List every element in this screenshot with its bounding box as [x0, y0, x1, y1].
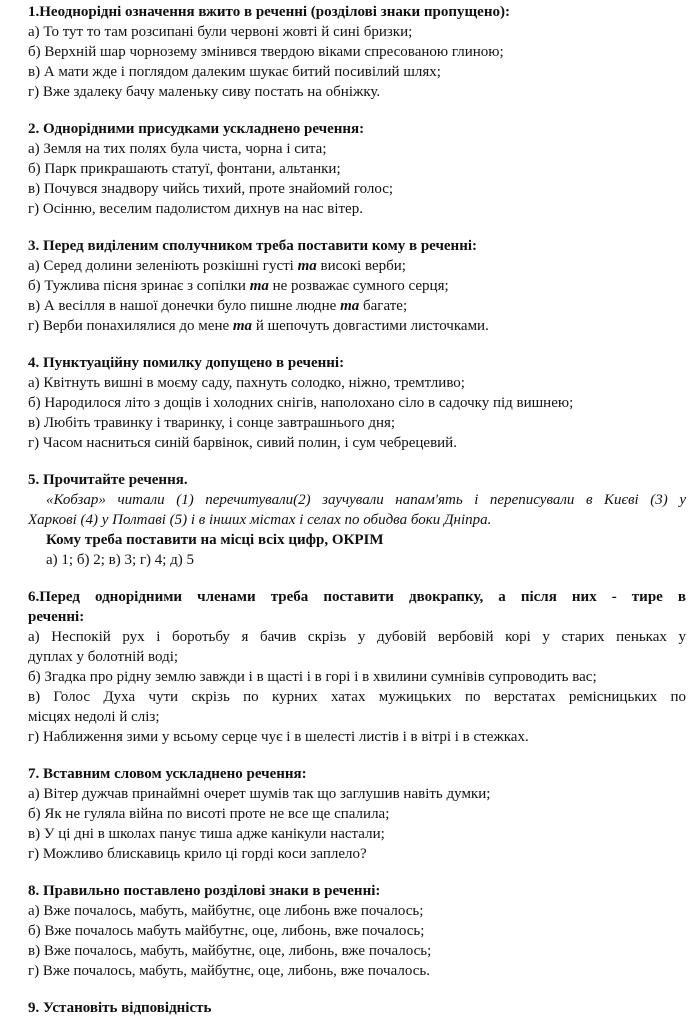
question-5-answers: а) 1; б) 2; в) 3; г) 4; д) 5 [46, 552, 195, 568]
question-5-sentence-line-2: Харкові (4) у Полтаві (5) і в інших містах і селах по обидва боки Дніпра. [28, 512, 492, 528]
question-2-option-b: б) Парк прикрашають статуї, фонтани, альтанки; [28, 161, 341, 177]
question-2-title: 2. Однорідними присудками ускладнено речення: [28, 121, 365, 137]
question-6-option-b: б) Згадка про рідну землю завжди і в щасті і в горі і в хвилини сумнівів супроводить вас; [28, 669, 597, 685]
highlighted-conjunction: та [340, 298, 360, 314]
question-6-option-a: а) Неспокій рух і боротьбу я бачив скрізь у дубовій вербовій корі у старих пеньках у [28, 629, 686, 645]
question-7-option-b: б) Як не гуляла війна по висоті проте не все ще спалила; [28, 806, 390, 822]
question-3-option-a: а) Серед долини зеленіють розкішні густі та високі верби; [28, 258, 406, 274]
question-6-option-c: в) Голос Духа чути скрізь по курних хатах мужицьких по верстатах ремісницьких по [28, 689, 686, 705]
highlighted-conjunction: та [232, 318, 253, 334]
question-8-option-c: в) Вже почалось, мабуть, майбутнє, оце, либонь, вже почалось; [28, 943, 432, 959]
question-3-option-d: г) Верби понахилялися до мене та й шепочуть довгастими листочками. [28, 318, 489, 334]
question-3-option-c: в) А весілля в нашої донечки було пишне людне та багате; [28, 298, 408, 314]
question-5-sentence-line-1: «Кобзар» читали (1) перечитували(2) заучували напам'ять і переписували в Києві (3) у [46, 492, 686, 508]
question-3-title: 3. Перед виділеним сполучником треба поставити кому в реченні: [28, 238, 478, 254]
question-5-question: Кому треба поставити на місці всіх цифр, ОКРІМ [46, 532, 384, 548]
question-4-option-b: б) Народилося літо з дощів і холодних снігів, наполохано сіло в садочку під вишнею; [28, 395, 574, 411]
question-1-option-b: б) Верхній шар чорнозему змінився твердою віками спресованою глиною; [28, 44, 504, 60]
question-8-title: 8. Правильно поставлено розділові знаки в реченні: [28, 883, 381, 899]
question-1-option-d: г) Вже здалеку бачу маленьку сиву постать на обніжку. [28, 84, 381, 100]
question-6-option-d: г) Наближення зими у всьому серце чує і в шелесті листів і в вітрі і в стежках. [28, 729, 529, 745]
question-7-option-c: в) У ці дні в школах панує тиша адже канікули настали; [28, 826, 385, 842]
question-9-title: 9. Установіть відповідність [28, 1000, 212, 1016]
question-7-option-a: а) Вітер дужчав принаймні очерет шумів так що заглушив навіть думки; [28, 786, 491, 802]
question-1-option-a: а) То тут то там розсипані були червоні жовті й сині бризки; [28, 24, 413, 40]
question-2-option-a: а) Земля на тих полях була чиста, чорна і сита; [28, 141, 327, 157]
question-4-option-c: в) Любіть травинку і тваринку, і сонце завтрашнього дня; [28, 415, 396, 431]
question-2-option-d: г) Осінню, веселим падолистом дихнув на нас вітер. [28, 201, 363, 217]
question-2-option-c: в) Почувся знадвору чийсь тихий, проте знайомий голос; [28, 181, 394, 197]
question-4-option-a: а) Квітнуть вишні в моєму саду, пахнуть солодко, ніжно, тремтливо; [28, 375, 465, 391]
question-3-option-b: б) Тужлива пісня зринає з сопілки та не розважає сумного серця; [28, 278, 449, 294]
question-7-option-d: г) Можливо блискавиць крило ці горді коси заплело? [28, 846, 367, 862]
question-8-option-b: б) Вже почалось мабуть майбутнє, оце, либонь, вже почалось; [28, 923, 425, 939]
question-8-option-d: г) Вже почалось, мабуть, майбутнє, оце, либонь, вже почалось. [28, 963, 430, 979]
question-6-title-line-1: 6.Перед однорідними членами треба поставити двокрапку, а після них - тире в [28, 589, 686, 605]
question-5-title: 5. Прочитайте речення. [28, 472, 188, 488]
highlighted-conjunction: та [297, 258, 317, 274]
question-4-option-d: г) Часом насниться синій барвінок, сивий полин, і сум чебрецевий. [28, 435, 457, 451]
question-6-option-a-cont: дуплах у болотній воді; [28, 649, 179, 665]
question-6-option-c-cont: місцях недолі й сліз; [28, 709, 160, 725]
question-8-option-a: а) Вже почалось, мабуть, майбутнє, оце либонь вже почалось; [28, 903, 424, 919]
question-1-option-c: в) А мати жде і поглядом далеким шукає битий посивілий шлях; [28, 64, 441, 80]
highlighted-conjunction: та [249, 278, 269, 294]
question-1-title: 1.Неоднорідні означення вжито в реченні (розділові знаки пропущено): [28, 4, 510, 20]
question-7-title: 7. Вставним словом ускладнено речення: [28, 766, 307, 782]
question-4-title: 4. Пунктуаційну помилку допущено в реченні: [28, 355, 345, 371]
question-6-title-line-2: реченні: [28, 609, 85, 625]
